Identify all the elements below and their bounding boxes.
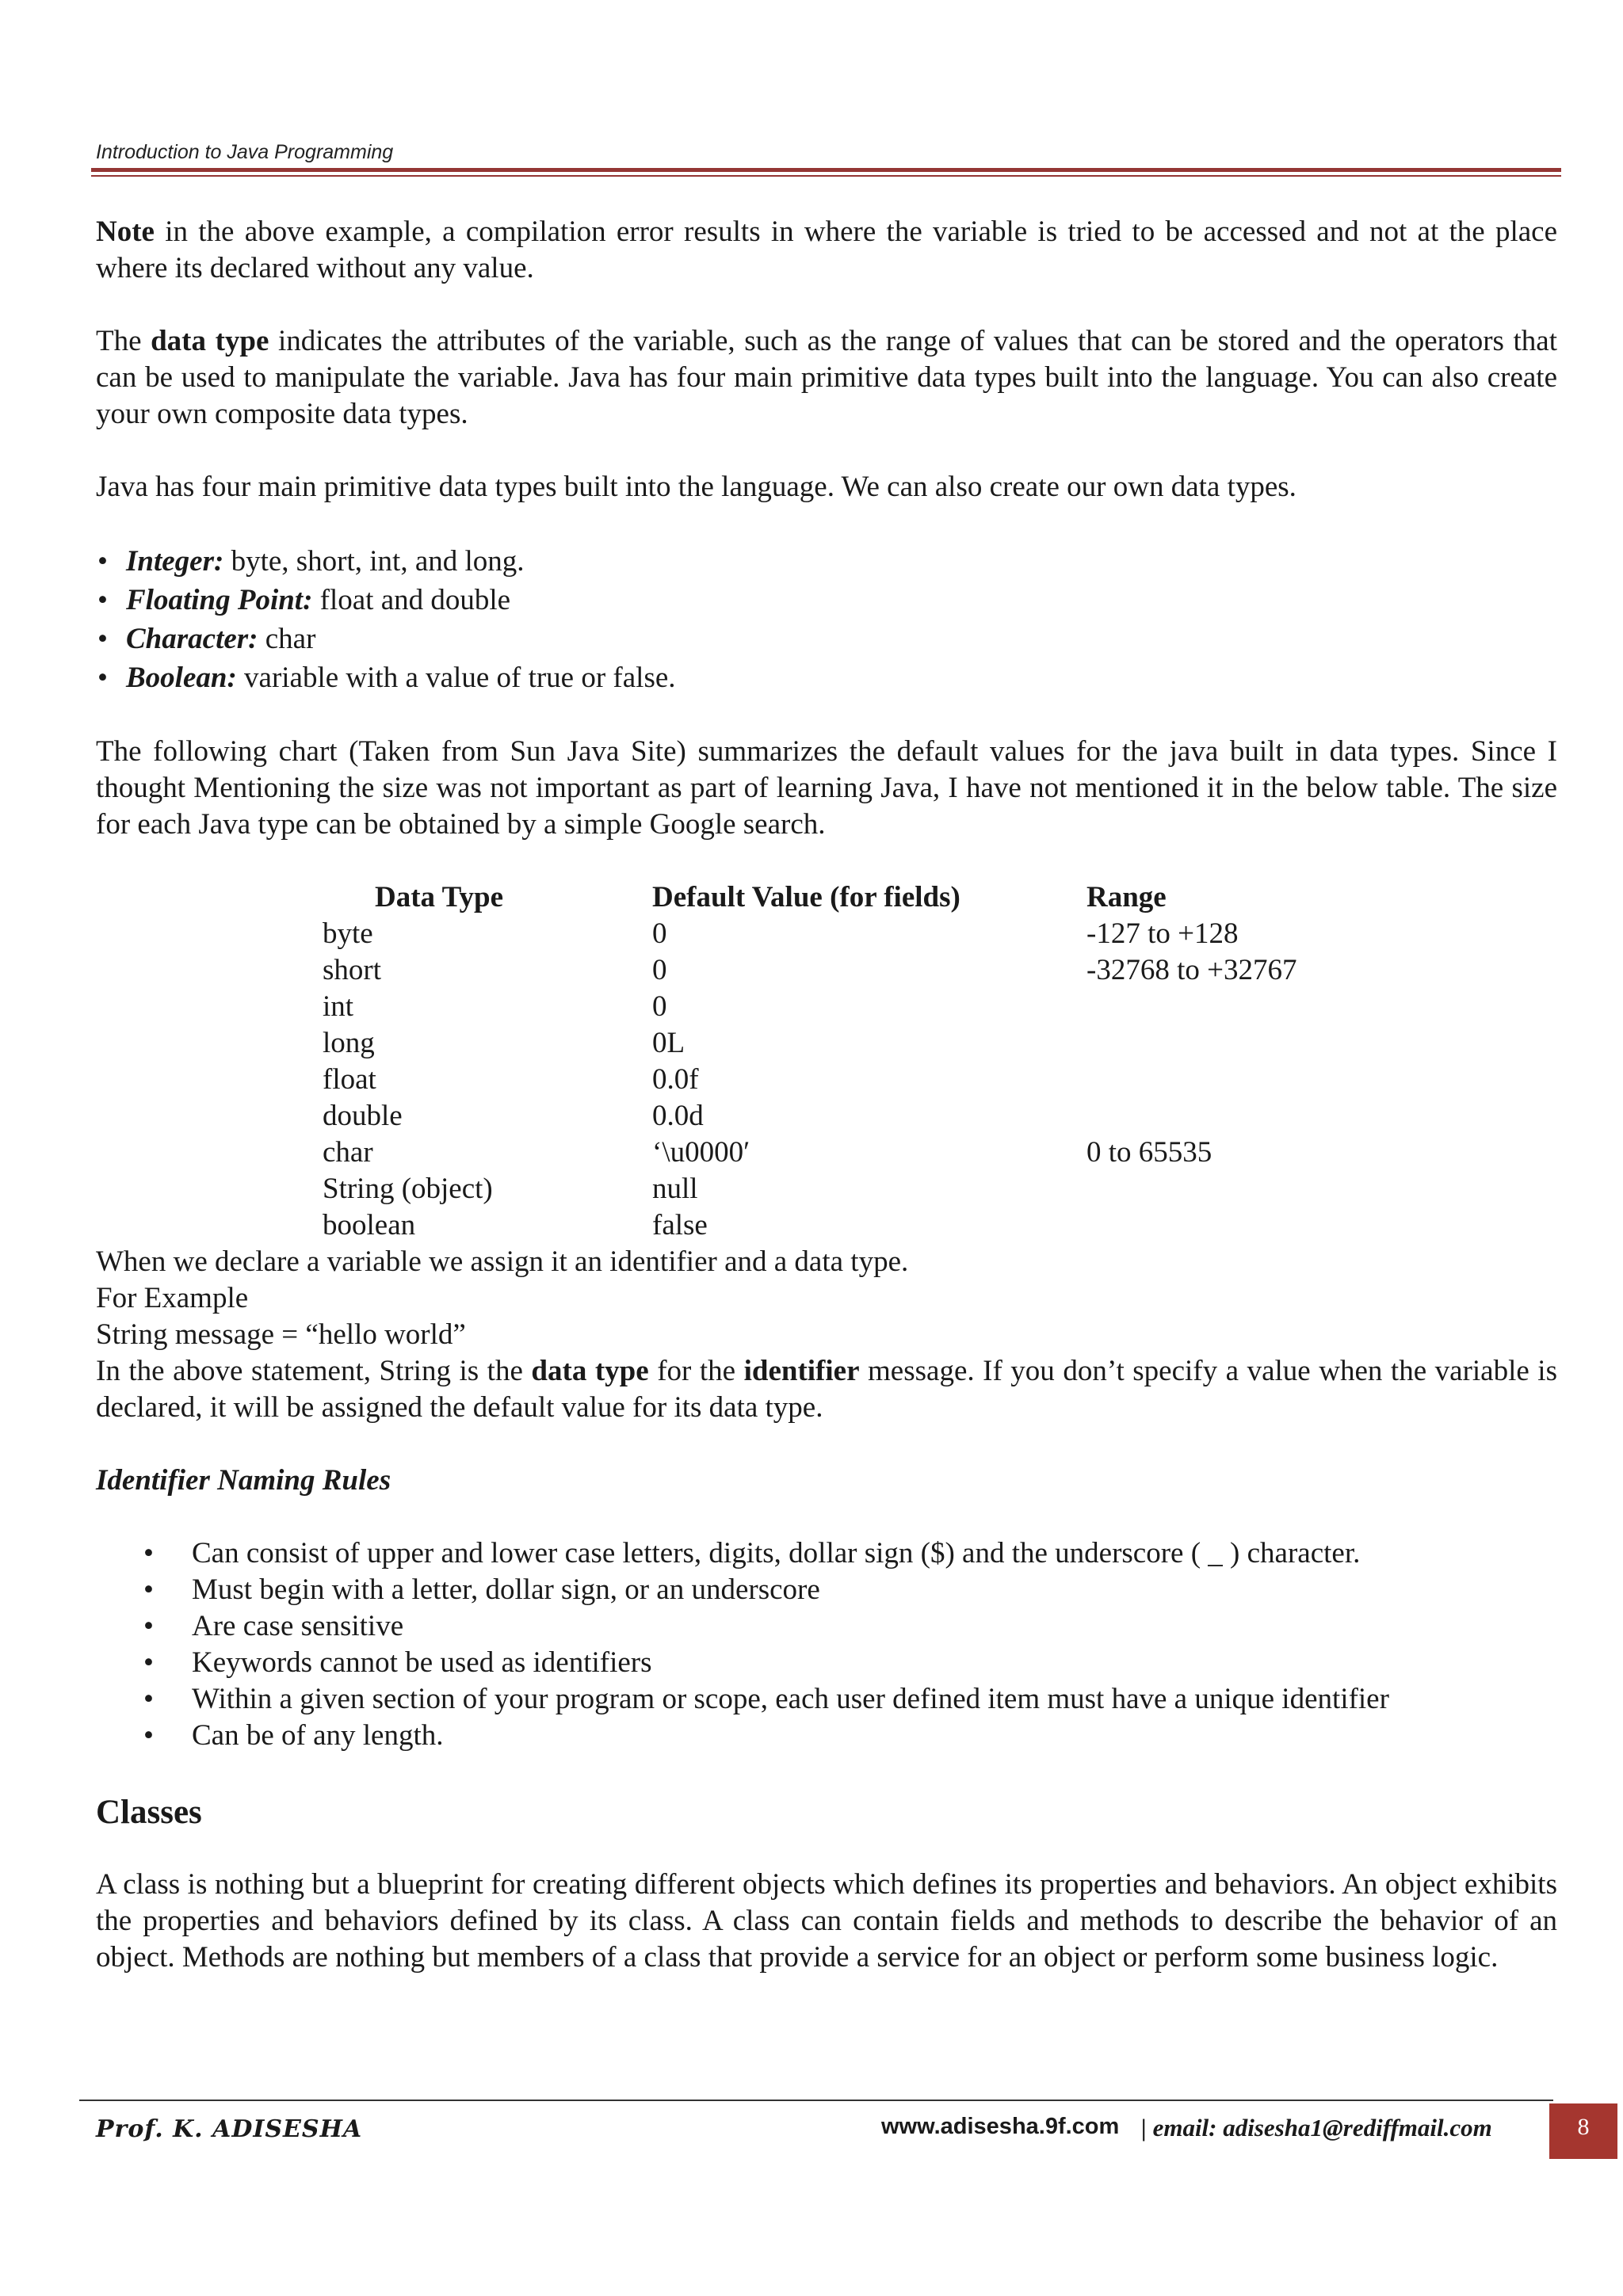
table-row <box>323 1135 1403 1171</box>
cell-type: double <box>323 1100 403 1132</box>
bullet-icon: • <box>97 545 108 578</box>
string-message-line: String message = “hello world” <box>96 1318 466 1351</box>
type-text: byte, short, int, and long. <box>223 545 525 578</box>
for-example-line: For Example <box>96 1282 249 1314</box>
statement-paragraph <box>96 1353 1557 1426</box>
page-number-badge: 8 <box>1549 2103 1617 2159</box>
bullet-icon: • <box>143 1683 154 1715</box>
table-row <box>323 1207 1403 1244</box>
dt-start: The <box>96 325 151 357</box>
header-rule <box>91 168 1561 172</box>
footer-website-link[interactable]: www.adisesha.9f.com <box>881 2114 1120 2139</box>
cell-default: 0 <box>652 990 667 1023</box>
note-text: in the above example, a compilation error results in where the variable is tried to be accessed and not at the place where its declared without any value. <box>96 215 1557 284</box>
running-header: Introduction to Java Programming <box>96 141 394 163</box>
table-row <box>323 989 1403 1025</box>
classes-heading: Classes <box>96 1794 202 1831</box>
bullet-icon: • <box>143 1573 154 1606</box>
bullet-icon: • <box>97 662 108 694</box>
bullet-icon: • <box>97 584 108 616</box>
cell-range <box>1086 1098 1403 1135</box>
list-item <box>96 1535 1557 1572</box>
bullet-icon: • <box>143 1719 154 1752</box>
cell-range: -127 to +128 <box>1086 917 1239 950</box>
header-default-value: Default Value (for fields) <box>652 881 960 913</box>
stmt-part1: In the above statement, String is the <box>96 1355 532 1387</box>
data-type-table <box>323 879 1403 1244</box>
stmt-part3: message. If you don’t specify a value when the variable is declared, it will be assigned the default value for its data type. <box>96 1355 1557 1424</box>
chart-intro-paragraph: The following chart (Taken from Sun Java Site) summarizes the default values for the java built in data types. Since I thought Mentioning the size was not important as part of learning Java, I have not mentioned it in the below table. The size for each Java type can be obtained by a simple Google search. <box>96 735 1557 841</box>
table-header-row <box>323 879 1403 916</box>
rule-text: Must begin with a letter, dollar sign, or an underscore <box>192 1573 820 1606</box>
note-paragraph <box>96 214 1557 287</box>
cell-range <box>1086 989 1403 1025</box>
note-label: Note <box>96 215 155 248</box>
primitive-type-list <box>96 542 1557 697</box>
rule-text: Are case sensitive <box>192 1610 404 1642</box>
cell-range <box>1086 1062 1403 1098</box>
footer-rule <box>79 2100 1553 2101</box>
dt-rest: indicates the attributes of the variable, such as the range of values that can be stored and the operators that can be used to manipulate the variable. Java has four main primitive data types built into the language. You can also create your own composite data types. <box>96 325 1557 430</box>
bullet-icon: • <box>97 623 108 655</box>
list-item <box>96 620 1557 658</box>
stmt-part2: for the <box>648 1355 744 1387</box>
cell-type: int <box>323 990 354 1023</box>
cell-default: 0.0d <box>652 1100 704 1132</box>
table-row <box>323 952 1403 989</box>
declare-line: When we declare a variable we assign it an identifier and a data type. <box>96 1245 909 1278</box>
list-item <box>96 542 1557 581</box>
cell-default: 0L <box>652 1027 685 1059</box>
stmt-bold-datatype: data type <box>531 1355 649 1387</box>
cell-type: short <box>323 954 381 986</box>
table-row <box>323 1098 1403 1135</box>
list-item <box>96 581 1557 620</box>
cell-default: 0.0f <box>652 1063 699 1096</box>
cell-type: byte <box>323 917 373 950</box>
rule-text: Can be of any length. <box>192 1719 444 1752</box>
cell-type: char <box>323 1136 373 1169</box>
naming-rules-heading: Identifier Naming Rules <box>96 1464 391 1497</box>
cell-range <box>1086 1025 1403 1062</box>
list-item <box>96 1572 1557 1608</box>
table-row <box>323 1025 1403 1062</box>
type-label: Integer: <box>126 545 224 578</box>
type-text: float and double <box>312 584 511 616</box>
cell-range <box>1086 1207 1403 1244</box>
dt-bold: data type <box>151 325 269 357</box>
naming-rules-list <box>96 1535 1557 1754</box>
cell-range <box>1086 1171 1403 1207</box>
cell-type: float <box>323 1063 376 1096</box>
cell-type: boolean <box>323 1209 416 1241</box>
list-item <box>96 1645 1557 1681</box>
header-rule-thin <box>91 175 1561 177</box>
page-content <box>96 214 1557 1976</box>
table-row <box>323 1062 1403 1098</box>
cell-default: 0 <box>652 954 667 986</box>
cell-range: -32768 to +32767 <box>1086 954 1297 986</box>
cell-default: false <box>652 1209 708 1241</box>
list-item <box>96 1718 1557 1754</box>
rule-text: Within a given section of your program or scope, each user defined item must have a unique identifier <box>192 1683 1389 1715</box>
cell-range: 0 to 65535 <box>1086 1136 1212 1169</box>
cell-default: ‘\u0000′ <box>652 1136 750 1169</box>
header-data-type: Data Type <box>375 881 504 913</box>
bullet-icon: • <box>143 1646 154 1679</box>
type-label: Character: <box>126 623 258 655</box>
rule-text: Can consist of upper and lower case letters, digits, dollar sign ($) and the underscore ( _ ) character. <box>192 1537 1361 1569</box>
list-item <box>96 1608 1557 1645</box>
type-label: Floating Point: <box>126 584 313 616</box>
list-item <box>96 1681 1557 1718</box>
cell-type: String (object) <box>323 1173 493 1205</box>
cell-default: null <box>652 1173 698 1205</box>
type-text: variable with a value of true or false. <box>236 662 676 694</box>
classes-paragraph: A class is nothing but a blueprint for creating different objects which defines its properties and behaviors. An object exhibits the properties and behaviors defined by its class. A class can contain fields and methods to describe the behavior of an object. Methods are nothing but members of a class that provide a service for an object or perform some business logic. <box>96 1868 1557 1974</box>
cell-default: 0 <box>652 917 667 950</box>
table-row <box>323 1171 1403 1207</box>
header-range: Range <box>1086 881 1167 913</box>
bullet-icon: • <box>143 1537 154 1569</box>
table-row <box>323 916 1403 952</box>
stmt-bold-identifier: identifier <box>743 1355 860 1387</box>
footer-author: Prof. K. ADISESHA <box>96 2115 363 2143</box>
bullet-icon: • <box>143 1610 154 1642</box>
cell-type: long <box>323 1027 375 1059</box>
type-text: char <box>258 623 316 655</box>
rule-text: Keywords cannot be used as identifiers <box>192 1646 652 1679</box>
type-label: Boolean: <box>126 662 237 694</box>
java-types-paragraph: Java has four main primitive data types built into the language. We can also create our own data types. <box>96 471 1296 503</box>
footer-email: | email: adisesha1@rediffmail.com <box>1141 2114 1492 2142</box>
list-item <box>96 658 1557 697</box>
data-type-paragraph <box>96 323 1557 433</box>
